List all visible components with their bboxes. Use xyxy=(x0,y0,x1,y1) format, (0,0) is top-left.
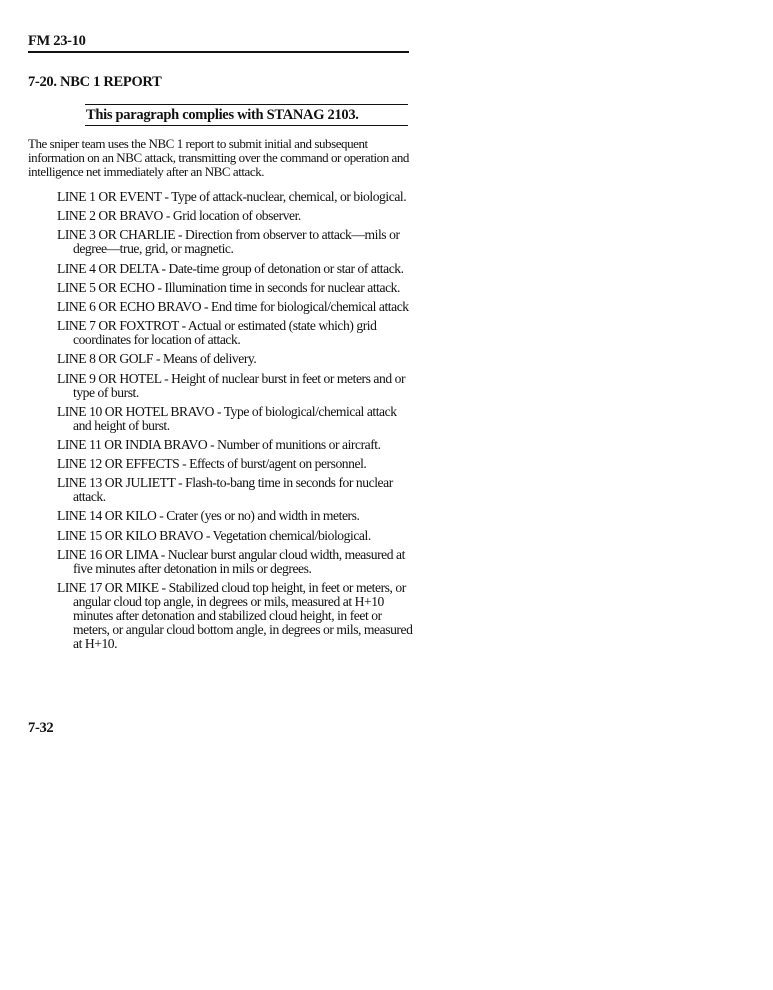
stanag-compliance-note: This paragraph complies with STANAG 2103. xyxy=(85,104,408,126)
report-line-5: LINE 5 OR ECHO - Illumination time in seconds for nuclear attack. xyxy=(57,279,400,295)
report-line-16: LINE 16 OR LIMA - Nuclear burst angular cloud width, measured at five minutes after detonation in mils or degrees. xyxy=(57,546,405,576)
report-line-14: LINE 14 OR KILO - Crater (yes or no) and width in meters. xyxy=(57,508,360,524)
report-line-10: LINE 10 OR HOTEL BRAVO - Type of biological/chemical attack and height of burst. xyxy=(57,403,397,433)
page-number: 7-32 xyxy=(28,720,54,736)
report-line-1: LINE 1 OR EVENT - Type of attack-nuclear, chemical, or biological. xyxy=(57,189,407,204)
report-line-9: LINE 9 OR HOTEL - Height of nuclear burst in feet or meters and or type of burst. xyxy=(57,370,406,400)
report-line-8: LINE 8 OR GOLF - Means of delivery. xyxy=(57,351,257,367)
section-title: 7-20. NBC 1 REPORT xyxy=(28,74,162,90)
running-header: FM 23-10 xyxy=(28,33,409,53)
report-line-12: LINE 12 OR EFFECTS - Effects of burst/agent on personnel. xyxy=(57,456,367,472)
report-line-17: LINE 17 OR MIKE - Stabilized cloud top height, in feet or meters, or angular cloud top angle, in degrees or mils, measured at H+10 minutes after detonation and stabilized cloud height, in feet or meters, or angular cloud bottom angle, in degrees or mils, measured at H+10. xyxy=(57,580,413,651)
report-line-11: LINE 11 OR INDIA BRAVO - Number of munitions or aircraft. xyxy=(57,436,381,452)
report-line-2: LINE 2 OR BRAVO - Grid location of observer. xyxy=(57,208,301,224)
report-line-7: LINE 7 OR FOXTROT - Actual or estimated (state which) grid coordinates for location of attack. xyxy=(57,318,377,348)
intro-paragraph: The sniper team uses the NBC 1 report to submit initial and subsequent information on an NBC attack, transmitting over the command or operation and intelligence net immediately after an NBC attack. xyxy=(28,136,409,179)
report-lines-list xyxy=(57,190,417,656)
report-line-3: LINE 3 OR CHARLIE - Direction from observer to attack—mils or degree—true, grid, or magnetic. xyxy=(57,227,400,257)
report-line-6: LINE 6 OR ECHO BRAVO - End time for biological/chemical attack xyxy=(57,298,409,314)
report-line-15: LINE 15 OR KILO BRAVO - Vegetation chemical/biological. xyxy=(57,527,371,543)
report-line-13: LINE 13 OR JULIETT - Flash-to-bang time in seconds for nuclear attack. xyxy=(57,475,393,505)
report-line-4: LINE 4 OR DELTA - Date-time group of detonation or star of attack. xyxy=(57,260,404,276)
